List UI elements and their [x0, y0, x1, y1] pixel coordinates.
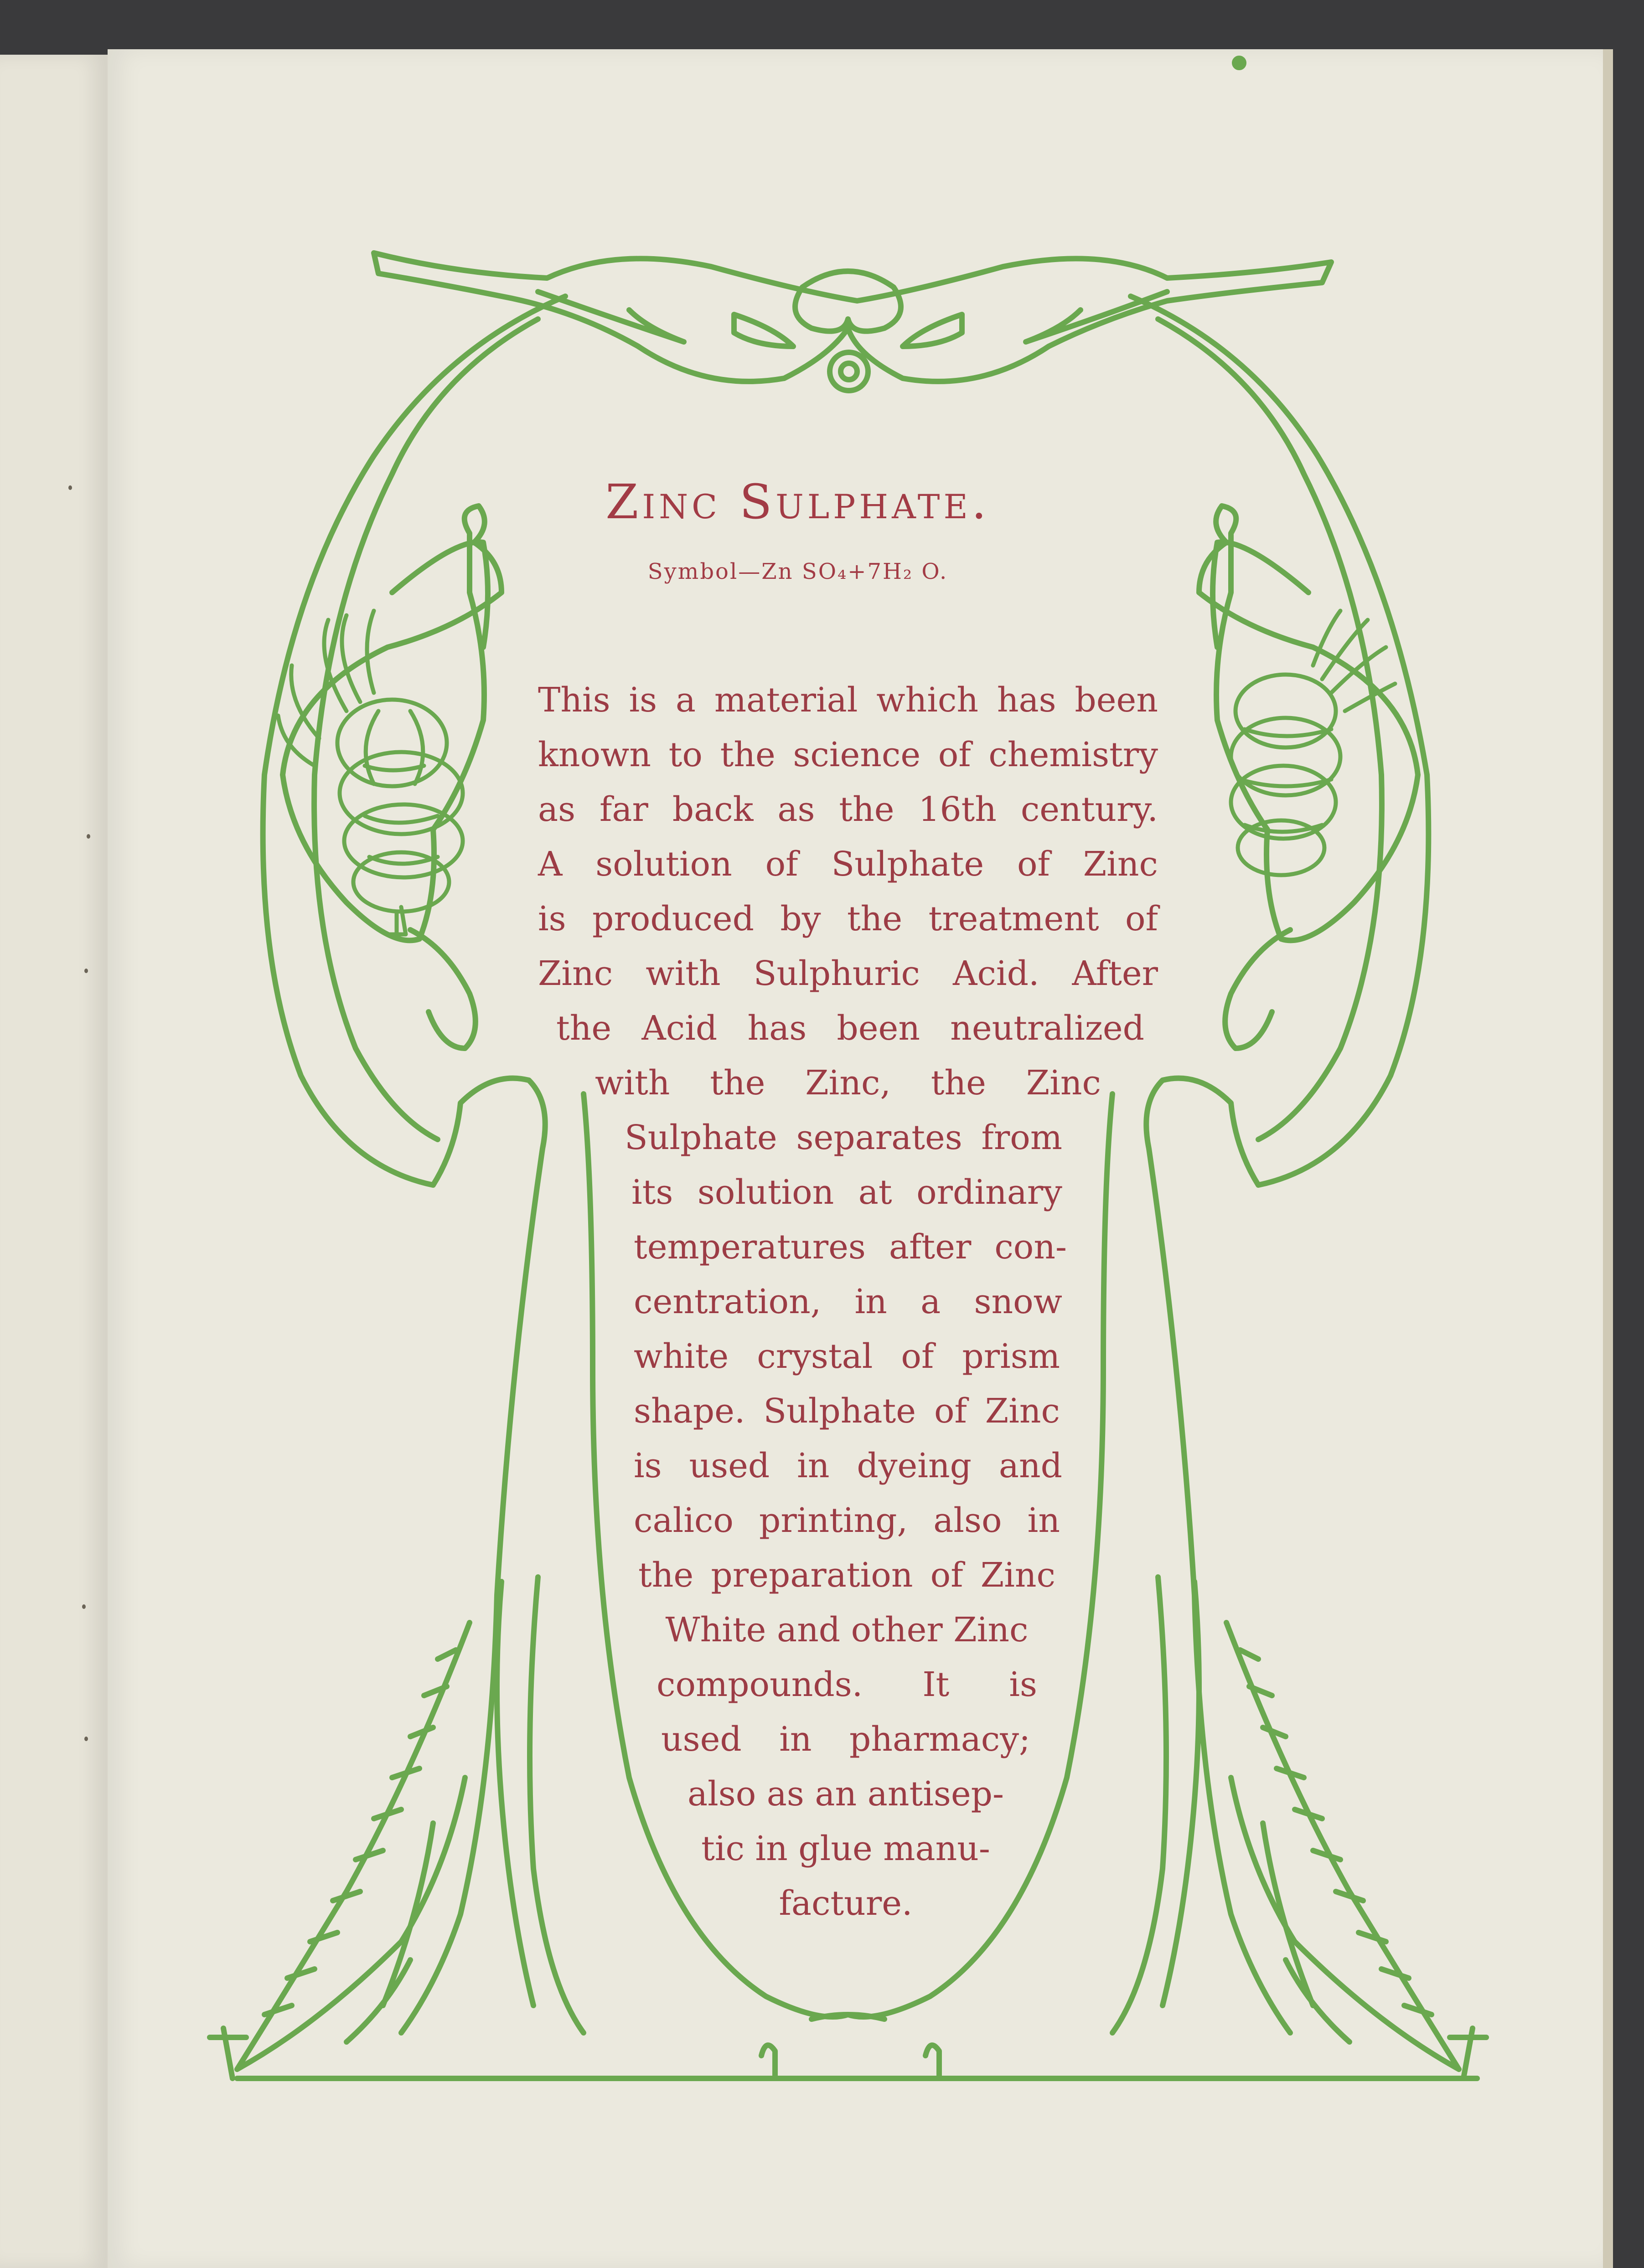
body-line: This is a material which has been [538, 680, 1158, 720]
body-line: is used in dyeing and [634, 1446, 1062, 1485]
page-title: Zinc Sulphate. [605, 474, 990, 530]
body-line: shape. Sulphate of Zinc [634, 1392, 1060, 1431]
body-line: its solution at ordinary [631, 1173, 1062, 1212]
body-line: calico printing, also in [634, 1501, 1060, 1540]
body-line: as far back as the 16th century. [538, 790, 1158, 829]
body-line: also as an antisep- [687, 1774, 1004, 1814]
body-line: A solution of Sulphate of Zinc [538, 845, 1158, 884]
body-line: temperatures after con- [634, 1227, 1067, 1267]
body-line: the Acid has been neutralized [556, 1009, 1144, 1048]
body-line: used in pharmacy; [661, 1720, 1030, 1759]
body-line: known to the science of chemistry [538, 735, 1158, 774]
body-line: White and other Zinc [665, 1610, 1029, 1649]
chemical-formula: Symbol—Zn SO₄+7H₂ O. [647, 559, 948, 584]
body-line: white crystal of prism [634, 1337, 1060, 1376]
body-line: is produced by the treatment of [538, 899, 1158, 938]
body-line: facture. [779, 1884, 913, 1923]
body-line: centration, in a snow [634, 1282, 1062, 1321]
body-line: Zinc with Sulphuric Acid. After [538, 954, 1158, 993]
body-line: the preparation of Zinc [638, 1556, 1055, 1595]
body-line: tic in glue manu- [701, 1829, 990, 1868]
body-line: Sulphate separates from [625, 1118, 1062, 1157]
body-line: compounds. It is [657, 1665, 1037, 1704]
body-line: with the Zinc, the Zinc [595, 1063, 1101, 1103]
